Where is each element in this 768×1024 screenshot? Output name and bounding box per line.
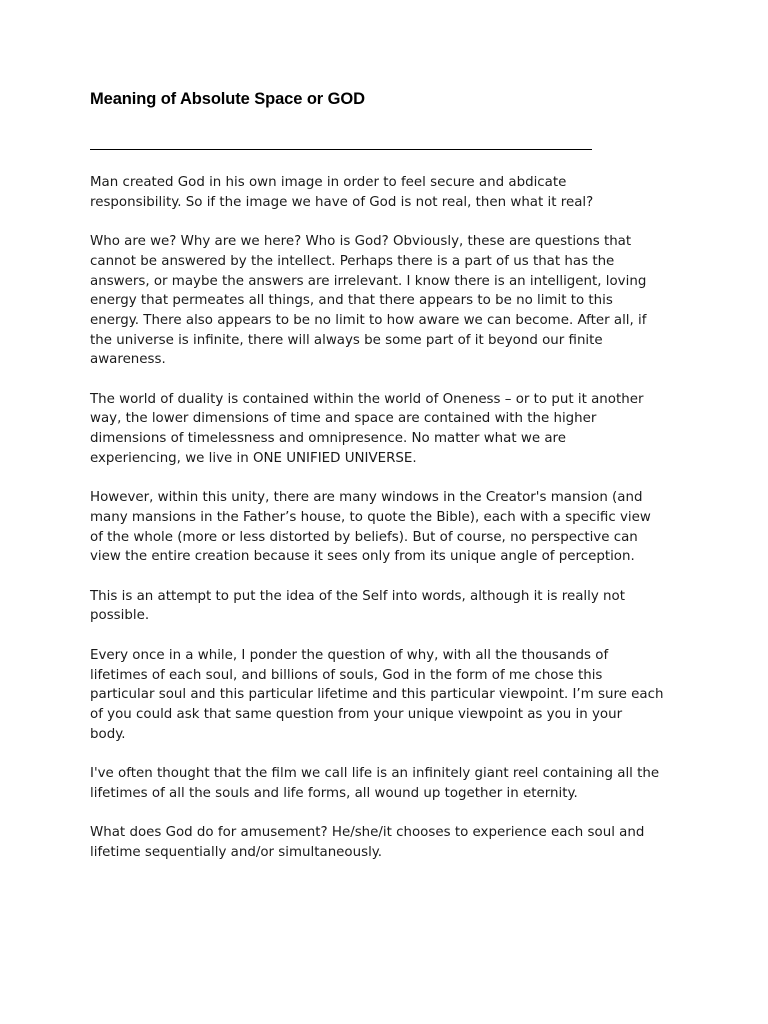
body-paragraph xyxy=(90,173,702,212)
paragraph-line: way, the lower dimensions of time and space are contained with the higher xyxy=(90,411,597,427)
body-paragraph xyxy=(90,646,702,745)
paragraph-line: experiencing, we live in ONE UNIFIED UNIVERSE. xyxy=(90,450,417,466)
paragraph-line: awareness. xyxy=(90,352,166,368)
paragraph-line: view the entire creation because it sees only from its unique angle of perception. xyxy=(90,549,635,565)
paragraph-line: possible. xyxy=(90,608,150,624)
document-body xyxy=(90,173,702,882)
paragraph-line: responsibility. So if the image we have of God is not real, then what it real? xyxy=(90,194,594,210)
paragraph-line: Who are we? Why are we here? Who is God? Obviously, these are questions that xyxy=(90,234,632,250)
paragraph-line: lifetimes of all the souls and life forms, all wound up together in eternity. xyxy=(90,785,578,801)
body-paragraph xyxy=(90,232,702,370)
paragraph-line: Every once in a while, I ponder the question of why, with all the thousands of xyxy=(90,647,609,663)
body-paragraph xyxy=(90,390,702,469)
paragraph-line: the universe is infinite, there will always be some part of it beyond our finite xyxy=(90,332,603,348)
body-paragraph xyxy=(90,587,702,626)
paragraph-line: particular soul and this particular lifetime and this particular viewpoint. I’m sure each xyxy=(90,687,664,703)
body-paragraph xyxy=(90,764,702,803)
paragraph-line: many mansions in the Father’s house, to quote the Bible), each with a specific view xyxy=(90,509,651,525)
paragraph-line: dimensions of timelessness and omnipresence. No matter what we are xyxy=(90,431,566,447)
paragraph-line: This is an attempt to put the idea of the Self into words, although it is really not xyxy=(90,588,625,604)
body-paragraph xyxy=(90,488,702,567)
paragraph-line: However, within this unity, there are many windows in the Creator's mansion (and xyxy=(90,490,643,506)
paragraph-line: cannot be answered by the intellect. Perhaps there is a part of us that has the xyxy=(90,253,615,269)
paragraph-line: Man created God in his own image in order to feel secure and abdicate xyxy=(90,175,567,190)
paragraph-line: The world of duality is contained within the world of Oneness – or to put it another xyxy=(90,391,644,407)
paragraph-line: energy. There also appears to be no limit to how aware we can become. After all, if xyxy=(90,312,647,328)
paragraph-line: What does God do for amusement? He/she/it chooses to experience each soul and xyxy=(90,825,645,841)
title-underline-divider xyxy=(90,149,592,150)
paragraph-line: energy that permeates all things, and that there appears to be no limit to this xyxy=(90,293,613,309)
body-paragraph xyxy=(90,823,702,862)
paragraph-line: lifetime sequentially and/or simultaneously. xyxy=(90,844,383,860)
paragraph-line: I've often thought that the film we call life is an infinitely giant reel containing all the xyxy=(90,766,660,781)
paragraph-line: of you could ask that same question from your unique viewpoint as you in your xyxy=(90,706,623,722)
paragraph-line: body. xyxy=(90,726,126,742)
paragraph-line: of the whole (more or less distorted by beliefs). But of course, no perspective can xyxy=(90,529,638,545)
paragraph-line: answers, or maybe the answers are irrelevant. I know there is an intelligent, loving xyxy=(90,273,647,289)
paragraph-line: lifetimes of each soul, and billions of souls, God in the form of me chose this xyxy=(90,667,603,683)
document-title: Meaning of Absolute Space or GOD xyxy=(90,90,365,108)
